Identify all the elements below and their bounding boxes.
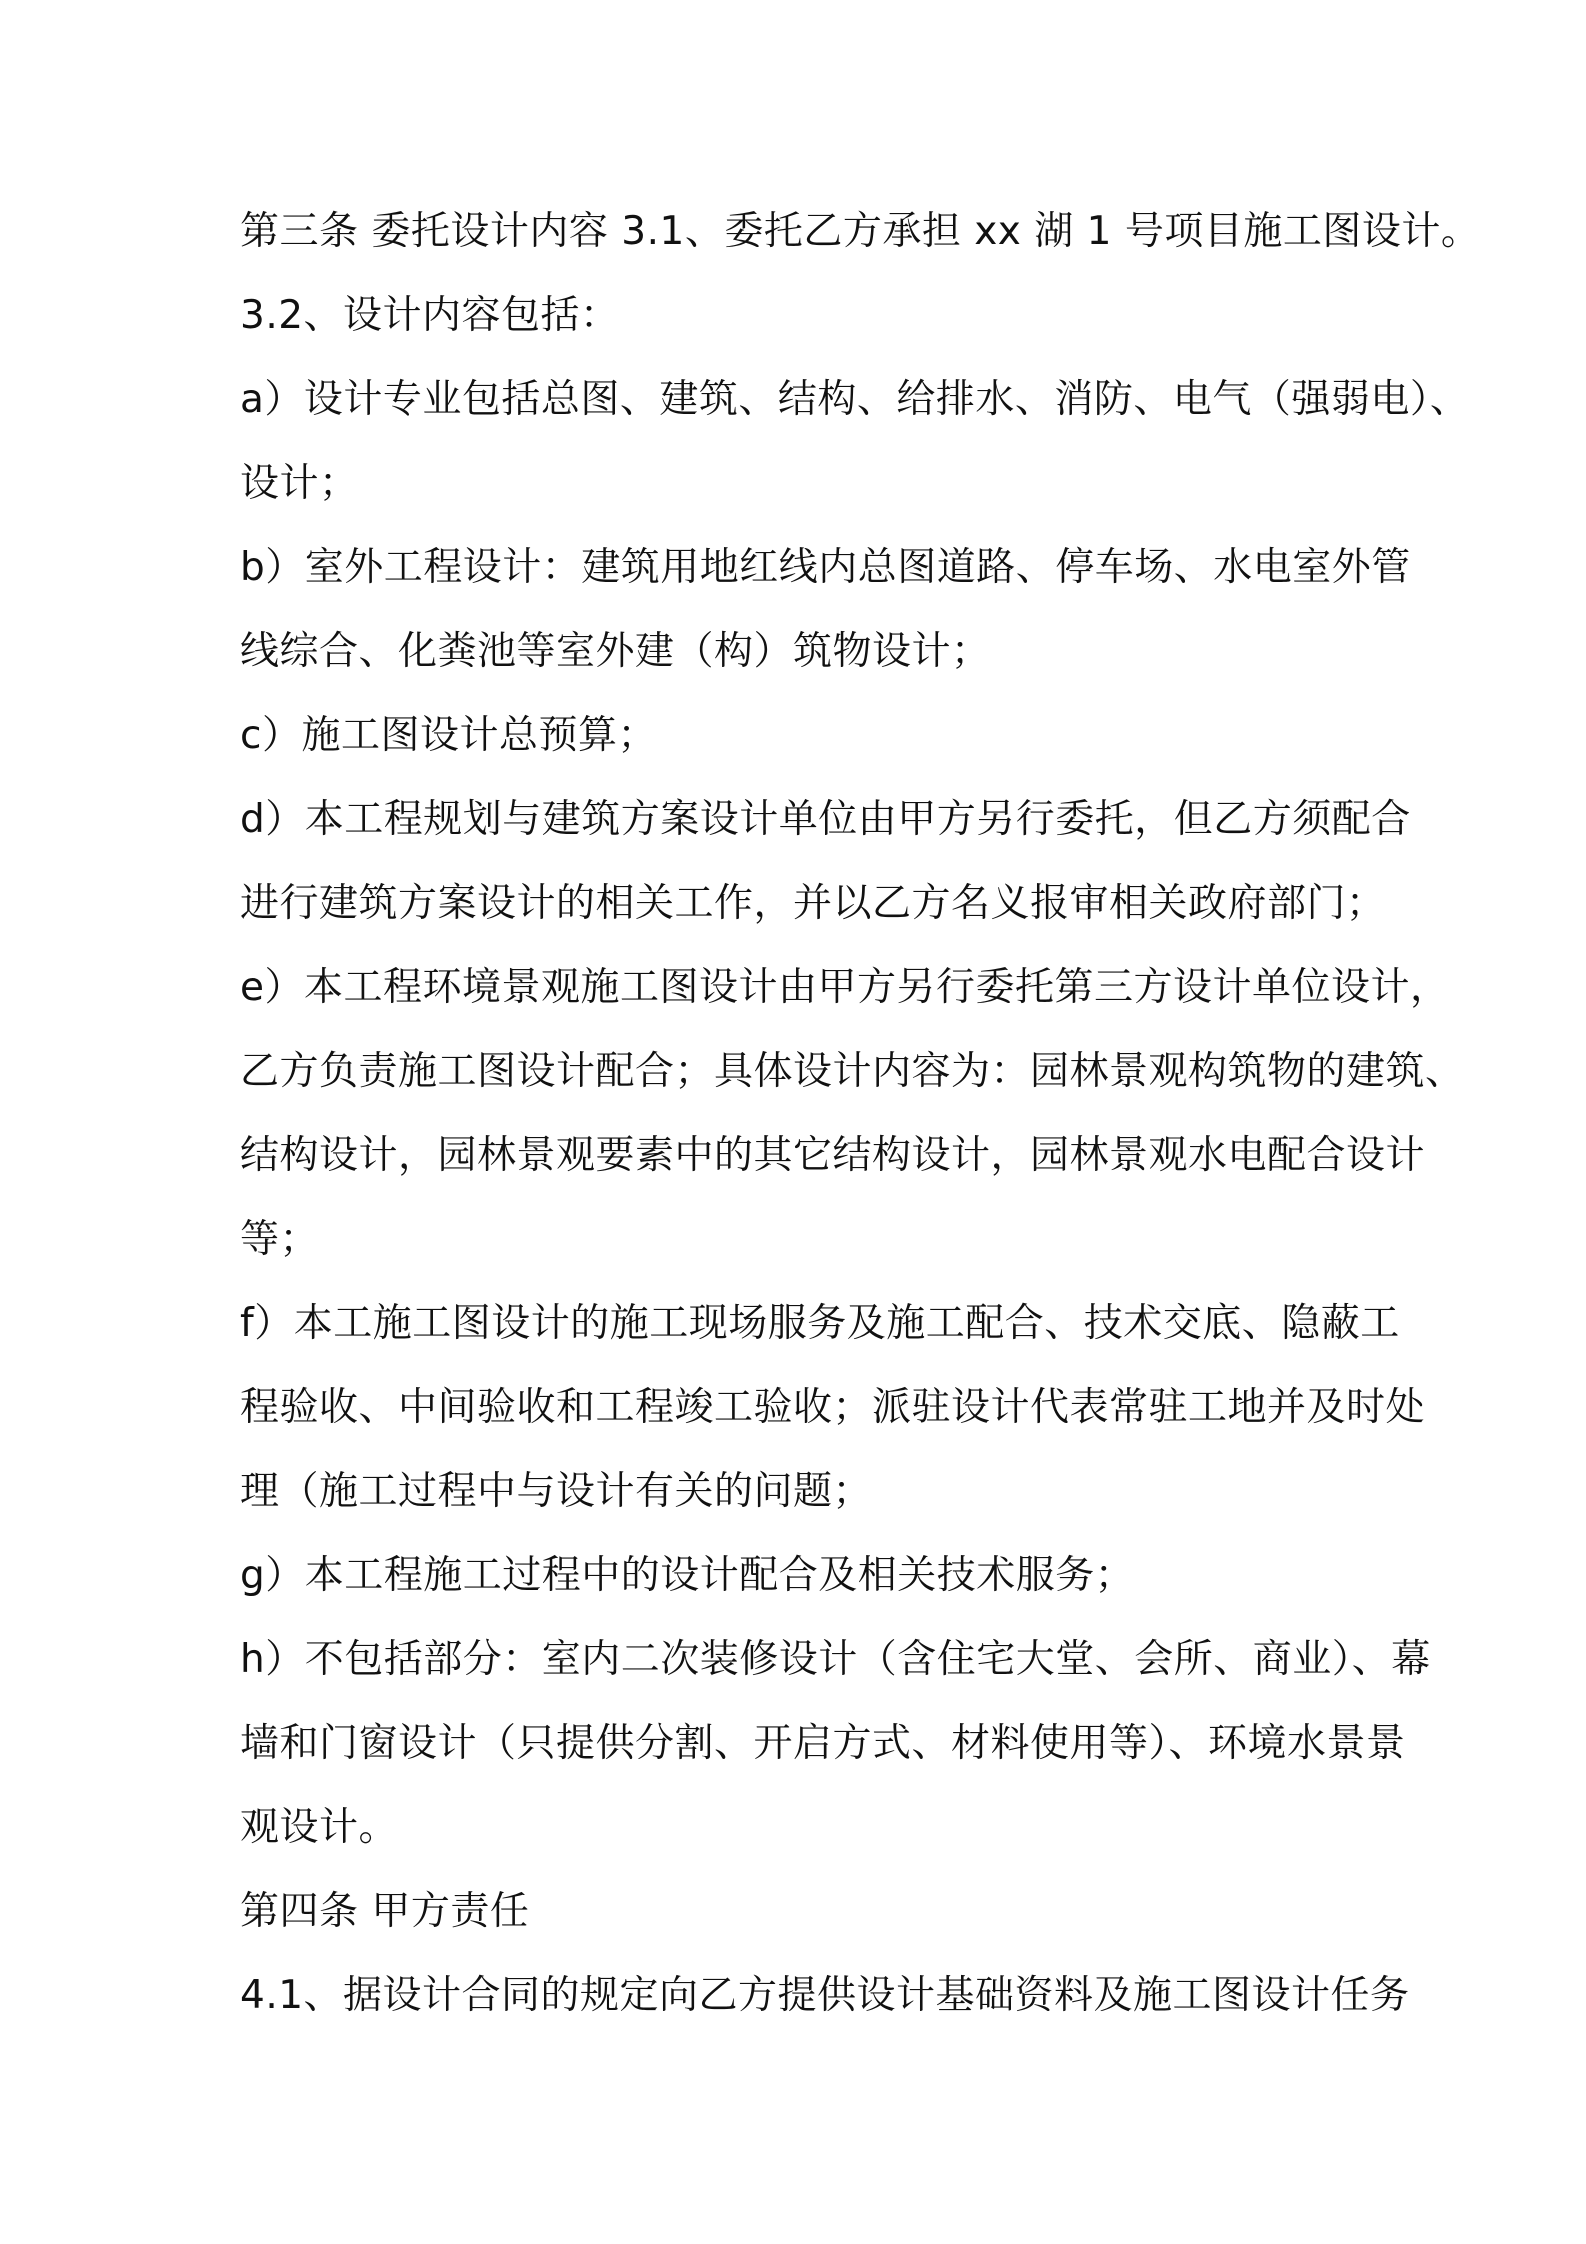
text-line: d）本工程规划与建筑方案设计单位由甲方另行委托，但乙方须配合	[240, 797, 1411, 842]
document-body	[240, 190, 1481, 2038]
text-line: 结构设计，园林景观要素中的其它结构设计，园林景观水电配合设计	[240, 1133, 1426, 1178]
text-line: 等；	[240, 1217, 320, 1262]
text-line: 3.2、设计内容包括：	[240, 293, 620, 338]
text-line: b）室外工程设计：建筑用地红线内总图道路、停车场、水电室外管	[240, 545, 1411, 590]
text-line: 设计；	[240, 461, 359, 506]
text-line: 第三条 委托设计内容 3.1、委托乙方承担 xx 湖 1 号项目施工图设计。	[240, 209, 1481, 254]
text-line: 墙和门窗设计（只提供分割、开启方式、材料使用等）、环境水景景	[240, 1721, 1406, 1766]
text-line: a）设计专业包括总图、建筑、结构、给排水、消防、电气（强弱电）、	[240, 377, 1470, 422]
text-line: e）本工程环境景观施工图设计由甲方另行委托第三方设计单位设计，	[240, 965, 1450, 1010]
text-line: 观设计。	[240, 1805, 399, 1850]
text-line: 理（施工过程中与设计有关的问题；	[240, 1469, 873, 1514]
text-line: 进行建筑方案设计的相关工作，并以乙方名义报审相关政府部门；	[240, 881, 1386, 926]
text-line: 第四条 甲方责任	[240, 1889, 530, 1934]
text-line: g）本工程施工过程中的设计配合及相关技术服务；	[240, 1553, 1135, 1598]
text-line: c）施工图设计总预算；	[240, 713, 657, 758]
text-line: h）不包括部分：室内二次装修设计（含住宅大堂、会所、商业）、幕	[240, 1637, 1431, 1682]
text-line: 乙方负责施工图设计配合；具体设计内容为：园林景观构筑物的建筑、	[240, 1049, 1465, 1094]
text-line: 线综合、化粪池等室外建（构）筑物设计；	[240, 629, 991, 674]
text-line: f）本工施工图设计的施工现场服务及施工配合、技术交底、隐蔽工	[240, 1301, 1400, 1346]
text-line: 程验收、中间验收和工程竣工验收；派驻设计代表常驻工地并及时处	[240, 1385, 1426, 1430]
text-line: 4.1、据设计合同的规定向乙方提供设计基础资料及施工图设计任务	[240, 1973, 1410, 2018]
